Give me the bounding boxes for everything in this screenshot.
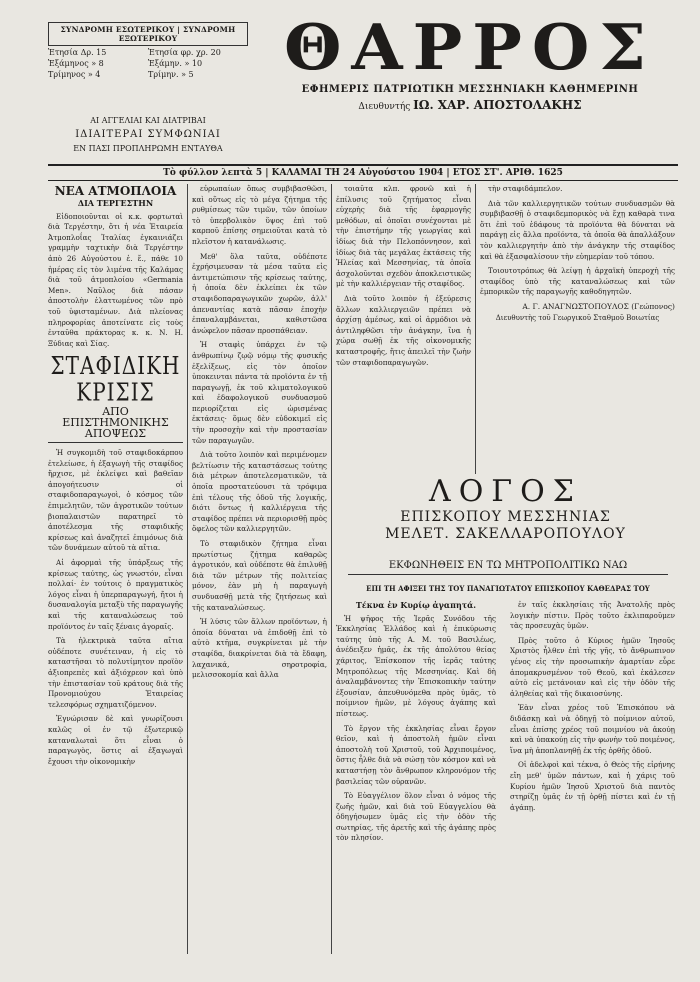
article-paragraph: Διὰ τῶν καλλιεργητικῶν τούτων συνδυασμῶν θὰ συμβιβασθῇ ὁ σταφιδεμπορικὸς νὰ ἔχῃ καθαρὰ τινα ὅτι ἐπὶ τοῦ ἐδάφους τὰ προϊόντα θὰ δύναται νὰ παράγῃ εἰς ἄλλα προϊόντα, τὰ ὁποῖα θὰ ἀπαλλάξουν τὸν καλλιεργητὴν ἀπὸ τὴν ἀνάγκην τῆς σταφίδος καὶ θὰ ἐξασφαλίσουν τὴν εὐημερίαν τοῦ τόπου. [480,198,675,261]
ads-line: ΑΙ ΑΓΓΕΛΙΑΙ ΚΑΙ ΔΙΑΤΡΙΒΑΙ [90,116,206,125]
sermon-heading [336,476,675,548]
sermon-paragraph: Τὸ Εὐαγγέλιον ὅλον εἶναι ὁ νόμος τῆς ζωῆς ἡμῶν, καὶ διὰ τοῦ Εὐαγγελίου θὰ ὁδηγήσωμεν ὑμᾶς εἰς τὴν ὁδὸν τῆς σωτηρίας, τῆς ἀρετῆς καὶ τῆς ἀγάπης πρὸς τὸν πλησίον. [336,791,496,843]
newspaper-subtitle: ΕΦΗΜΕΡΙΣ ΠΑΤΡΙΩΤΙΚΗ ΜΕΣΣΗΝΙΑΚΗ ΚΑΘΗΜΕΡΙΝΗ [301,84,639,95]
article-paragraph: εὐρωπαίων ὅπως συμβιβασθῶσι, καὶ οὕτως εἰς τὸ μέγα ζήτημα τῆς ρυθμίσεως τῶν τιμῶν, τῶν ὁποίων τὸ ὑπερβολικὸν ὕψος ἐπὶ τοῦ καρποῦ ἐπίσης σημειοῦται κατὰ τὸ πλεῖστον ἡ κατανάλωσις. [192,184,327,246]
sermon-column-2 [510,600,675,817]
director-name: ΙΩ. ΧΑΡ. ΑΠΟΣΤΟΛΑΚΗΣ [413,98,582,112]
article-paragraph: Τὰ ἠλεκτρικὰ ταῦτα αἴτια οὐδέποτε συνέτειναν, ἡ εἰς τὸ καταστῆσαι τὸ πολυτίμητον προϊὸν ἀξιοπρεπὲς καὶ ἀξιόχρεον καὶ ὑπὸ τὴν ἐπιστασίαν τοῦ κράτους διὰ τῆς Προνομιούχου Ἑταιρείας τελεσφόρως σχηματιζόμενον. [48,636,183,709]
article-paragraph: Ἡ σταφὶς ὑπάρχει ἐν τῷ ἀνθρωπίνῳ ζῳῷ νόμῳ τῆς φυσικῆς ἐξελίξεως, εἰς τὸν ὁποῖον ὑποκεινται πάντα τὰ προϊόντα ἐν τῇ παραγωγῇ, ἐκ τοῦ κλιματολογικοῦ καὶ ἐδαφολογικοῦ συνδυασμοῦ περιορίζεται εἰς ὡρισμένας ἐκτάσεις· ὅμως δὲν εὐδοκιμεῖ εἰς τὴν προσοχὴν καὶ τὴν προστασίαν τῶν παραγωγῶν. [192,340,327,445]
subscription-row [48,59,248,68]
article-paragraph: Μεθ' ὅλα ταῦτα, οὐδέποτε ἐχρήσιμευσαν τὰ μέσα ταῦτα εἰς ἀντιμετώπισιν τῆς κρίσεως ταύτης, ἡ ὁποία δὲν ἐκλείπει ἐκ τῶν σταφιδοπαραγωγικῶν χωρῶν, ἀλλ' ἀπεναντίας κατὰ πᾶσαν ἐποχὴν ἐπαναλαμβάνεται, καθιστῶσα ἀνώφελον πᾶσαν προσπάθειαν. [192,251,327,335]
director-prefix: Διευθυντής [358,102,411,112]
author-signature: Α. Γ. ΑΝΑΓΝΩΣΤΟΠΟΥΛΟΣ (Γεώπονος) [522,301,675,311]
article-paragraph: τὴν σταφιδάμπελον. [488,184,563,193]
subscription-foreign: Ἑξάμην. » 10 [148,59,203,68]
director-line [270,98,670,112]
article-paragraph: Ἐγνώρισαν δὲ καὶ γνωρίζουσι καλῶς οἱ ἐν τῷ ἐξωτερικῷ καταναλωταὶ ὅτι εἶναι ὁ παραγωγὸς, ὅστις αἱ ἐξαγωγαὶ ἔχουσι τὴν οἰκονομικὴν [48,714,183,766]
column-divider [187,184,188,954]
sermon-author: ΜΕΛΕΤ. ΣΑΚΕΛΛΑΡΟΠΟΥΛΟΥ [385,526,626,542]
sermon-paragraph: Ἐὰν εἶναι χρέος τοῦ Ἐπισκόπου νὰ διδάσκῃ καὶ νὰ ὁδηγῇ τὸ ποίμνιον αὐτοῦ, εἶναι ἐπίσης χρέος τοῦ ποιμνίου νὰ ἀκούῃ καὶ νὰ ὑπακούῃ εἰς τὴν φωνὴν τοῦ ποιμένος, ἵνα μὴ ἀποπλανηθῇ ἐκ τῆς ὀρθῆς ὁδοῦ. [510,703,675,755]
subscription-domestic: Ἐτησία Δρ. 15 [48,48,107,57]
column-3 [336,184,471,372]
ads-line: ΙΔΙΑΙΤΕΡΑΙ ΣΥΜΦΩΝΙΑΙ [75,129,221,140]
sermon-paragraph: Πρὸς τοῦτο ὁ Κύριος ἡμῶν Ἰησοῦς Χριστὸς ἦλθεν ἐπὶ τῆς γῆς, τὸ ἄνθρωπινον γένος εἰς τὴν προσωπικὴν ἁμαρτίαν εὗρε ἀπομακρυσμένον τοῦ Θεοῦ, καὶ ἐκάλεσεν αὐτὸ εἰς μετάνοιαν καὶ εἰς τὴν ὁδὸν τῆς ἀληθείας καὶ τῆς δικαιοσύνης. [510,635,675,698]
article-paragraph: Εἰδοποιοῦνται οἱ κ.κ. φορτωταὶ διὰ Τεργέστην, ὅτι ἡ νέα Ἑταιρεία Ἀτμοπλοΐας Ἰταλίας ἐγκαινιάζει γραμμὴν ταχτικὴν διὰ Τεργέστην ἀπὸ 26 Αὐγούστου ἐ. ἔ., πάθε 10 ἡμέρας εἰς τὸν λιμένα τῆς Καλάμας διὰ τοῦ ἀτμοπλοίου «Germania Men». Ναῦλος διὰ πάσαν ἀποστολὴν ἐλαττωμένος τῶν πρὸ τοῦ ὑφισταμένων. Διὰ πλείονας πληροφορίας ἀποτείνατε εἰς τοὺς ἐνταῦθα πράκτορας κ. κ. Ν. Η. Ξύδιας καὶ Σίας. [48,211,183,348]
subscription-domestic: Τρίμηνος » 4 [48,70,101,79]
subscription-row [48,70,248,79]
sermon-paragraph: Οἱ ἀδελφοὶ καὶ τέκνα, ὁ Θεὸς τῆς εἰρήνης εἴη μεθ' ὑμῶν πάντων, καὶ ἡ χάρις τοῦ Κυρίου ἡμῶν Ἰησοῦ Χριστοῦ διὰ παντὸς στηρίζῃ ὑμᾶς ἐν τῇ ὀρθῇ πίστει καὶ ἐν τῇ ἀγάπῃ. [510,760,675,812]
sermon-paragraph: Τὸ ἔργον τῆς ἐκκλησίας εἶναι ἔργον θεῖον, καὶ ἡ ἀποστολὴ ἡμῶν εἶναι ἀποστολὴ τοῦ Χριστοῦ, τοῦ Ἀρχιποιμένος, ὅστις ἦλθε διὰ νὰ σώσῃ τὸν κόσμον καὶ νὰ καταστήσῃ τὸν ἄνθρωπον κληρονόμον τῆς βασιλείας τῶν οὐρανῶν. [336,723,496,786]
subscription-header: ΣΥΝΔΡΟΜΗ ΕΣΩΤΕΡΙΚΟΥ | ΣΥΝΔΡΟΜΗ ΕΞΩΤΕΡΙΚΟΥ [48,22,248,46]
dateline: Τὸ φύλλον λεπτὰ 5 | ΚΑΛΑΜΑΙ ΤΗ 24 Αὐγούστου 1904 | ΕΤΟΣ ΣΤ'. ΑΡΙΘ. 1625 [48,164,678,181]
sermon-column-1 [336,600,496,848]
subscription-box [48,22,248,79]
article-paragraph: Ἡ λύσις τῶν ἄλλων προϊόντων, ἡ ὁποία δύναται νὰ ἐπιδοθῇ ἐπὶ τὸ αὐτὸ κτῆμα, συγκρίνεται μὲ τὴν σταφίδα, διακρίνεται διὰ τὰ ἔδαφη, λαχανικά, σηροτροφία, μελισσοκομία καὶ ἄλλα [192,617,327,680]
sermon-paragraph: ἐν ταῖς ἐκκλησίαις τῆς Ἀνατολῆς πρὸς λογικὴν πίστιν. Πρὸς τοῦτο ἐκλιπαροῦμεν τὰς προσευχὰς ὑμῶν. [510,600,675,631]
masthead [270,9,670,112]
subscription-foreign: Ἐτησία φρ. χρ. 20 [148,48,221,57]
column-divider [331,184,332,954]
author-title: Διευθυντὴς τοῦ Γεωργικοῦ Σταθμοῦ Βοιωτίας [495,313,660,322]
article-paragraph: Διὰ τοῦτο λοιπὸν καὶ περιμένομεν βελτίωσιν τῆς καταστάσεως τούτης διὰ μέτρων ἀποτελεσματικῶν, τὰ ὁποῖα προστατεύουσι τὰ τρόφιμα ἐπὶ τέλους τῆς ὁδοῦ τῆς λογικῆς, διότι ὄντως ἡ καλλιέργεια τῆς σταφίδος πρέπει νὰ περιορισθῇ πρὸς ὄφελος τῶν καλλιεργητῶν. [192,450,327,534]
column-divider [475,184,476,474]
sermon-occasion: ΕΠΙ ΤΗ ΑΦΙΞΕΙ ΤΗΣ ΤΟΥ ΠΑΝΑΓΙΩΤΑΤΟΥ ΕΠΙΣΚΟΠΟΥ ΚΑΘΕΔΡΑΣ ΤΟΥ [366,584,650,593]
sermon-title: ΛΟΓΟΣ [429,474,582,509]
article-heading: ΣΤΑΦΙΔΙΚΗ ΚΡΙΣΙΣ [50,351,181,407]
sermon-subtitle: ΕΠΙΣΚΟΠΟΥ ΜΕΣΣΗΝΙΑΣ [400,509,611,525]
article-paragraph: Διὰ τοῦτο λοιπὸν ἡ ἐξεύρεσις ἄλλων καλλιεργειῶν πρέπει νὰ ἀρχίσῃ ἀμέσως, καὶ οἱ ἁρμόδιοι νὰ ἀντιληφθῶσι τὴν ἀνάγκην, ἵνα ἡ χώρα σωθῇ ἐκ τῆς οἰκονομικῆς καταστροφῆς, ἥτις ἀπειλεῖ τὴν ζωὴν τῶν σταφιδοπαραγωγῶν. [336,293,471,367]
article-subheading: ΑΠΟ ΕΠΙΣΤΗΜΟΝΙΚΗΣ ΑΠΟΨΕΩΣ [48,407,183,443]
sermon-venue: ΕΚΦΩΝΗΘΕΙΣ ΕΝ ΤΩ ΜΗΤΡΟΠΟΛΙΤΙΚΩ ΝΑΩ [348,560,668,575]
subscription-row [48,48,248,57]
subscription-foreign: Τρίμην. » 5 [148,70,194,79]
ads-line: ΕΝ ΠΑΣΙ ΠΡΟΠΛΗΡΩΜΗ ΕΝΤΑΥΘΑ [73,144,223,153]
advertising-terms [48,112,248,153]
column-4 [480,184,675,323]
subscription-domestic: Ἑξάμηνος » 8 [48,59,104,68]
article-heading: ΝΕΑ ΑΤΜΟΠΛΟΙΑ [54,184,177,198]
newspaper-title: ΘΑΡΡΟΣ [283,9,657,85]
article-paragraph: τοιαῦτα κλπ. φρονῶ καὶ ἡ ἐπίλυσις τοῦ ζητήματος εἶναι εὐχερὴς διὰ τῆς ἐφαρμογῆς μεθόδων, αἱ ὁποῖαι συνέχονται μὲ τὴν ἐπιστήμην τῆς γεωργίας καὶ ἰδίως διὰ τὴν Πελοπόννησον, καὶ ἰδίως διὰ τὰς μεγάλας ἐκτάσεις τῆς Ἠλείας καὶ Μεσσηνίας, τὰ ὁποῖα ἀσχολοῦνται σχεδὸν ἀποκλειστικῶς μὲ τὴν καλλιέργειαν τῆς σταφίδος. [336,184,471,289]
article-subheading: ΔΙΑ ΤΕΡΓΕΣΤΗΝ [77,198,154,208]
article-paragraph: Τὸ σταφιδικὸν ζήτημα εἶναι πρωτίστως ζήτημα καθαρῶς ἀγροτικόν, καὶ οὐδέποτε θὰ ἐπιλυθῇ διὰ τῶν μέτρων τῆς πολιτείας μόνον, ἐὰν μὴ ἡ παραγωγὴ συνδυασθῇ μετὰ τῆς ζητήσεως καὶ τῆς καταναλώσεως. [192,539,327,612]
sermon-paragraph: Ἡ ψῆφος τῆς Ἱερᾶς Συνόδου τῆς Ἐκκλησίας Ἑλλάδος καὶ ἡ ἐπικύρωσις ταύτης ὑπὸ τῆς Α. Μ. τοῦ Βασιλέως, ἀνέδειξεν ἡμᾶς, ἐκ τῆς ἀπολύτου θείας χάριτος, Ἐπίσκοπον τῆς ἱερᾶς ταύτης Μητροπόλεως τῆς Μεσσηνίας. Καὶ δὴ ἀναλαμβάνοντες τὴν Ἐπισκοπικὴν ταύτην ἐξουσίαν, ἀπευθυνόμεθα πρὸς ὑμᾶς, τὸ ποίμνιον ἡμῶν, μὲ λόγους ἀγάπης καὶ πίστεως. [336,613,496,718]
article-paragraph: Τοιουτοτρόπως θὰ λείψῃ ἡ ἀρχαϊκὴ ὑπεροχὴ τῆς σταφίδος ὑπὸ τῆς καταναλώσεως καὶ τῶν ἐμπορικῶν τῆς παραγωγῆς καθοδηγητῶν. [480,266,675,297]
column-1 [48,184,183,771]
article-paragraph: Ἡ συγκομιδὴ τοῦ σταφιδοκάρπου ἐτελείωσε, ἡ ἐξαγωγὴ τῆς σταφίδος ἤρχισε, μὲ ἐκλείψει καὶ βαθεῖαν ἀπογοήτευσιν οἱ σταφιδοπαραγωγοὶ, ὁ κόσμος τῶν ἐπιμελητῶν, τῶν ἀγροτικῶν τούτων βιοπαλαιστῶν παρατηρεῖ τὸ ἀποτέλεσμα τῆς σταφιδικῆς κρίσεως καὶ ἀναζητεῖ ἐπιμόνως διὰ τῶν δυνάμεων αὐτοῦ τὰ αἴτια. [48,448,183,553]
article-paragraph: Αἱ ἀφορμαὶ τῆς ὑπάρξεως τῆς κρίσεως ταύτης, ὡς γνωστόν, εἶναι πολλαί· ἐν τούτοις ὁ πραγματικὸς λόγος εἶναι ἡ ὑπερπαραγωγή, ἤτοι ἡ δυσαναλογία μεταξὺ τῆς παραγωγῆς καὶ τῆς καταναλώσεως τοῦ προϊόντος ἐν ταῖς ξέναις ἀγοραῖς. [48,558,183,631]
column-2 [192,184,327,685]
sermon-salutation: Τέκνα ἐν Κυρίῳ ἀγαπητά. [355,600,477,610]
